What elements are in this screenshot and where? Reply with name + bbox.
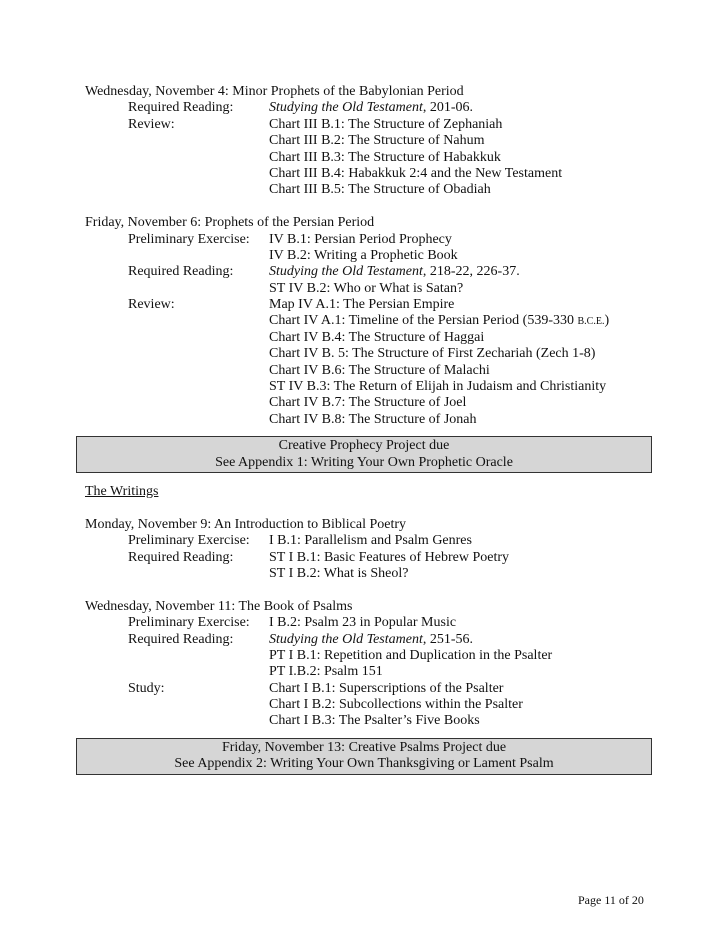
- due-notice-appendix: See Appendix 1: Writing Your Own Prophetic Oracle: [215, 454, 513, 470]
- session-heading: Friday, November 6: Prophets of the Persian Period: [85, 215, 375, 231]
- row-label: Preliminary Exercise:: [128, 231, 250, 247]
- page-number: Page 11 of 20: [578, 893, 644, 907]
- due-notice-title: Creative Prophecy Project due: [278, 438, 450, 454]
- reading-item: ST IV B.2: Who or What is Satan?: [269, 280, 464, 296]
- book-title: Studying the Old Testament: [269, 264, 423, 280]
- preliminary-exercise-row: [85, 615, 651, 631]
- due-notice-box: [76, 738, 652, 775]
- review-item: Chart III B.2: The Structure of Nahum: [269, 133, 485, 149]
- row-value: [269, 264, 520, 280]
- document-body: [85, 84, 651, 775]
- reading-item: ST I B.2: What is Sheol?: [269, 565, 409, 581]
- page-range: , 201-06.: [422, 100, 474, 116]
- exercise-item: I B.1: Parallelism and Psalm Genres: [269, 533, 472, 549]
- timeline-text: Chart IV A.1: Timeline of the Persian Period (539-330: [269, 313, 578, 329]
- study-item: Chart I B.3: The Psalter’s Five Books: [269, 713, 480, 729]
- study-item: Chart I B.1: Superscriptions of the Psalter: [269, 680, 504, 696]
- row-value: [269, 100, 473, 116]
- study-row: [85, 681, 651, 697]
- session-heading: Wednesday, November 4: Minor Prophets of the Babylonian Period: [85, 84, 464, 99]
- reading-item: PT I.B.2: Psalm 151: [269, 664, 383, 680]
- row-label: Preliminary Exercise:: [128, 615, 250, 631]
- review-item: Chart IV B.8: The Structure of Jonah: [269, 411, 477, 427]
- preliminary-exercise-row: [85, 533, 651, 549]
- section-heading: The Writings: [85, 483, 159, 499]
- preliminary-exercise-row: [85, 232, 651, 248]
- timeline-close: ): [604, 313, 610, 329]
- review-item: [269, 313, 609, 329]
- required-reading-row: [85, 100, 651, 116]
- book-title: Studying the Old Testament: [269, 100, 423, 116]
- session-heading: Monday, November 9: An Introduction to Biblical Poetry: [85, 516, 407, 532]
- row-label: Required Reading:: [128, 631, 234, 647]
- review-item: Chart IV B. 5: The Structure of First Zechariah (Zech 1-8): [269, 346, 596, 362]
- review-row: [85, 117, 651, 133]
- book-title: Studying the Old Testament: [269, 631, 423, 647]
- row-label: Required Reading:: [128, 549, 234, 565]
- review-item: Chart IV B.6: The Structure of Malachi: [269, 362, 490, 378]
- review-item: Chart III B.1: The Structure of Zephaniah: [269, 116, 503, 132]
- required-reading-row: [85, 264, 651, 280]
- review-item: ST IV B.3: The Return of Elijah in Judaism and Christianity: [269, 379, 607, 395]
- review-item: Chart III B.5: The Structure of Obadiah: [269, 182, 491, 198]
- due-notice-title: Friday, November 13: Creative Psalms Project due: [221, 739, 507, 755]
- row-label: Preliminary Exercise:: [128, 533, 250, 549]
- row-value: [269, 632, 473, 648]
- exercise-item: IV B.1: Persian Period Prophecy: [269, 231, 452, 247]
- review-item: Chart IV B.7: The Structure of Joel: [269, 395, 467, 411]
- reading-item: ST I B.1: Basic Features of Hebrew Poetry: [269, 549, 510, 565]
- due-notice-appendix: See Appendix 2: Writing Your Own Thanksgiving or Lament Psalm: [174, 756, 554, 772]
- study-item: Chart I B.2: Subcollections within the Psalter: [269, 697, 523, 713]
- row-label: Review:: [128, 116, 175, 132]
- review-item: Chart III B.3: The Structure of Habakkuk: [269, 149, 501, 165]
- session-heading: Wednesday, November 11: The Book of Psalms: [85, 598, 353, 614]
- row-label: Required Reading:: [128, 264, 234, 280]
- review-item: Chart III B.4: Habakkuk 2:4 and the New Testament: [269, 165, 563, 181]
- review-item: Map IV A.1: The Persian Empire: [269, 297, 455, 313]
- review-row: [85, 297, 651, 313]
- row-label: Required Reading:: [128, 100, 234, 116]
- era-abbreviation: B.C.E.: [577, 316, 605, 328]
- exercise-item: IV B.2: Writing a Prophetic Book: [269, 247, 458, 263]
- page-range: , 218-22, 226-37.: [422, 264, 520, 280]
- required-reading-row: [85, 632, 651, 648]
- row-label: Review:: [128, 297, 175, 313]
- required-reading-row: [85, 550, 651, 566]
- exercise-item: I B.2: Psalm 23 in Popular Music: [269, 615, 457, 631]
- page-range: , 251-56.: [422, 631, 474, 647]
- reading-item: PT I B.1: Repetition and Duplication in the Psalter: [269, 647, 553, 663]
- due-notice-box: [76, 436, 652, 473]
- row-label: Study:: [128, 680, 165, 696]
- review-item: Chart IV B.4: The Structure of Haggai: [269, 329, 485, 345]
